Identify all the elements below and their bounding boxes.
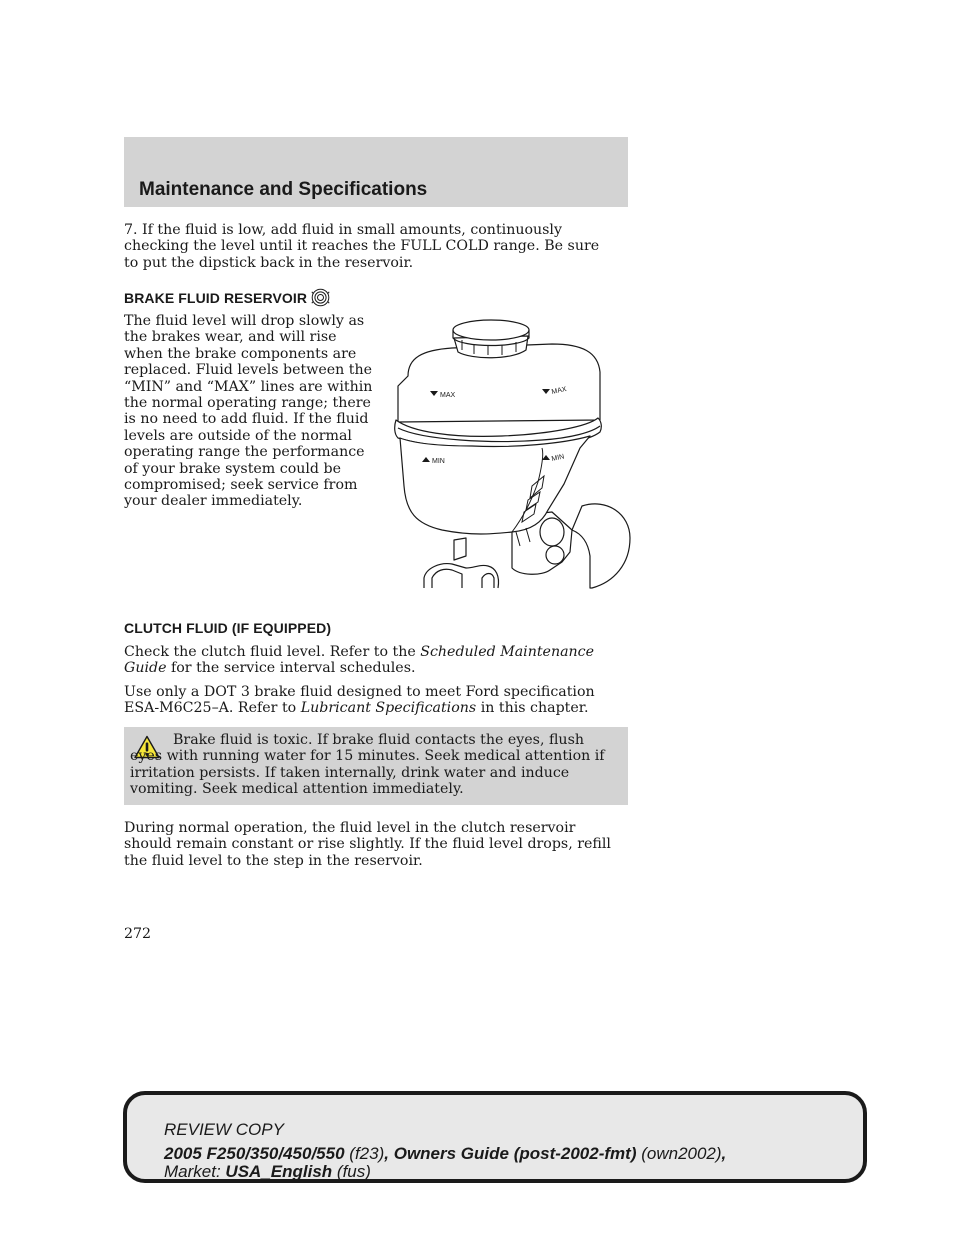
footer-model-code: (f23) xyxy=(349,1144,385,1163)
section-header-band xyxy=(124,137,628,207)
brake-fluid-heading-text: BRAKE FLUID RESERVOIR xyxy=(124,290,308,306)
footer-guide: Owners Guide (post-2002-fmt) xyxy=(393,1144,637,1163)
clutch-check-text-a: Check the clutch fluid level. Refer to the xyxy=(124,644,421,660)
warning-box xyxy=(124,727,628,805)
footer-market-label: Market: xyxy=(164,1162,221,1181)
min-label-left: MIN xyxy=(432,458,445,465)
step-7-paragraph: 7. If the fluid is low, add fluid in small amounts, continuously checking the level until it reaches the FULL COLD range. Be sure to put the dipstick back in the reservoir. xyxy=(124,222,600,271)
brake-fluid-paragraph: The fluid level will drop slowly as the brakes wear, and will rise when the brake components are replaced. Fluid levels between the “MIN” and “MAX” lines are within the normal operating range; there is no need to add fluid. If the fluid levels are outside of the normal operating range the performance of your brake system could be compromised; seek service from your dealer immediately. xyxy=(124,313,373,510)
lubricant-specifications-ref: Lubricant Specifications xyxy=(300,700,477,717)
clutch-check-paragraph xyxy=(124,644,604,677)
review-copy-footer xyxy=(123,1091,867,1183)
footer-market-line xyxy=(164,1163,371,1181)
dot3-text-a: Use only a DOT 3 brake fluid designed to meet Ford specification ESA-M6C25–A. Refer to xyxy=(124,684,595,717)
footer-model: 2005 F250/350/450/550 xyxy=(164,1144,345,1163)
scheduled-maintenance-guide-ref: Scheduled Maintenance Guide xyxy=(124,644,595,677)
warning-text: Brake fluid is toxic. If brake fluid contacts the eyes, flush eyes with running water for 15 minutes. Seek medical attention if irritation persists. If taken internally, drink water and induce vomiting. Seek medical attention immediately. xyxy=(130,732,605,798)
footer-sep-2: , xyxy=(721,1144,727,1163)
footer-market: USA_English xyxy=(225,1162,333,1181)
page-number: 272 xyxy=(124,926,152,942)
dot3-paragraph xyxy=(124,684,604,717)
footer-model-line xyxy=(164,1145,726,1163)
footer-market-code: (fus) xyxy=(336,1162,371,1181)
dot3-text-b: in this chapter. xyxy=(476,700,589,717)
clutch-fluid-heading: CLUTCH FLUID (IF EQUIPPED) xyxy=(124,620,332,636)
max-label-left: MAX xyxy=(440,392,456,399)
section-title: Maintenance and Specifications xyxy=(139,179,428,200)
clutch-check-text-b: for the service interval schedules. xyxy=(166,660,416,677)
normal-operation-paragraph: During normal operation, the fluid level in the clutch reservoir should remain constant or rise slightly. If the fluid level drops, refill the fluid level to the step in the reservoir. xyxy=(124,820,611,869)
brake-fluid-heading xyxy=(124,288,330,310)
min-label-right: MIN xyxy=(550,453,565,463)
footer-guide-code: (own2002) xyxy=(641,1144,722,1163)
brake-fluid-icon xyxy=(311,288,330,310)
max-label-right: MAX xyxy=(550,385,568,396)
footer-sep-1: , xyxy=(384,1144,394,1163)
footer-review-copy: REVIEW COPY xyxy=(164,1120,284,1139)
brake-reservoir-illustration xyxy=(392,316,632,592)
